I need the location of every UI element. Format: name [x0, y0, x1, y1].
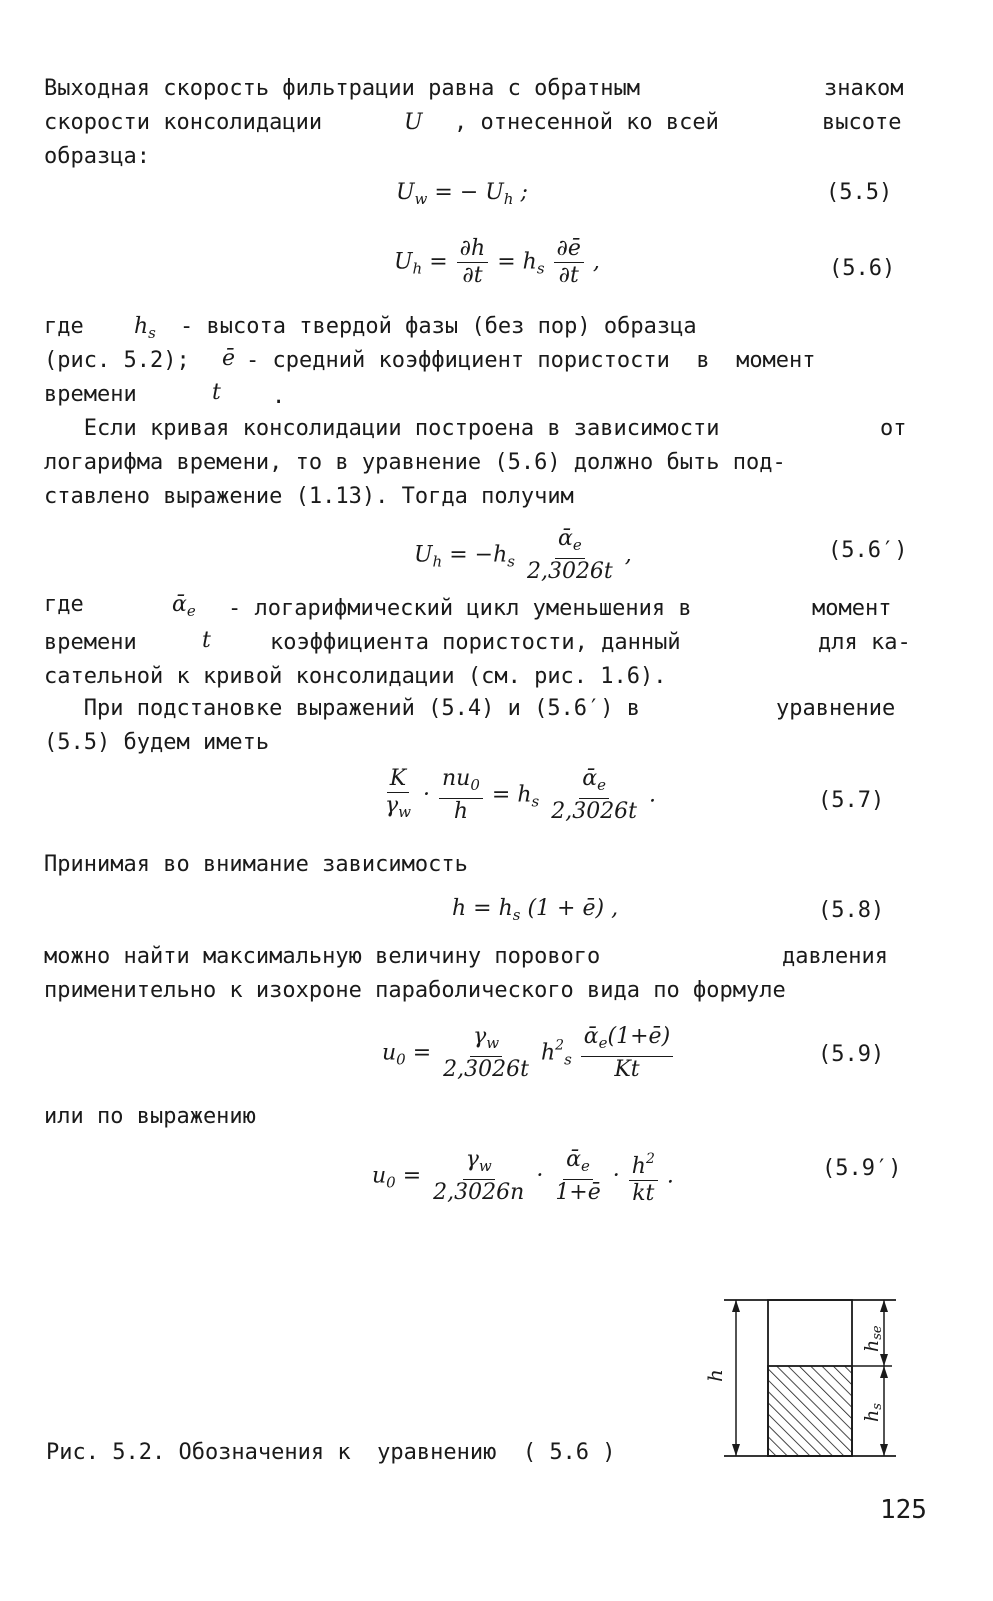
- equation-number: (5.7): [818, 788, 885, 813]
- label-hs: hs: [861, 1403, 885, 1422]
- text-line: можно найти максимальную величину порового: [44, 944, 601, 969]
- equation-5-6-prime: $U_h = -h_s$ $\frac{ᾱ_e}{2,3026t}$ ,: [414, 526, 632, 584]
- text-line: - логарифмический цикл уменьшения в: [228, 596, 692, 621]
- text-line: для ка-: [818, 630, 911, 655]
- figure-5-2: [700, 1290, 900, 1470]
- text-line: .: [272, 384, 286, 409]
- symbol-t: t: [212, 380, 221, 405]
- text-line: сательной к кривой консолидации (см. рис. 1.6).: [44, 664, 667, 689]
- text-line: где: [44, 314, 84, 339]
- symbol-ebar: ē: [222, 346, 236, 371]
- equation-5-9-prime: $u_0$ = $\frac{\gamma_w}{2,3026n}$ · $\frac{ᾱ_e}{1+ē}$ · $\frac{h^2}{kt}$ .: [372, 1147, 674, 1206]
- text-line: коэффициента пористости, данный: [270, 630, 681, 655]
- text-line: образца:: [44, 144, 150, 169]
- text-line: знаком: [824, 76, 904, 101]
- equation-number: (5.8): [818, 898, 885, 923]
- text-line: от: [880, 416, 907, 441]
- equation-number: (5.6′): [828, 538, 908, 563]
- text-line: (рис. 5.2);: [44, 348, 190, 373]
- text-line: уравнение: [776, 696, 896, 721]
- symbol-alpha: ᾱ$_e$: [172, 592, 196, 620]
- text-line: давления: [782, 944, 888, 969]
- text-line: логарифма времени, то в уравнение (5.6) должно быть под-: [44, 450, 786, 475]
- figure-caption: Рис. 5.2. Обозначения к уравнению ( 5.6 ): [46, 1440, 616, 1465]
- text-line: применительно к изохроне параболического вида по формуле: [44, 978, 786, 1003]
- page-number: 125: [880, 1495, 927, 1525]
- symbol-t: t: [202, 628, 211, 653]
- equation-5-6: $U_h$ = $\frac{\partial h}{\partial t}$ = $h_s$ $\frac{\partial ē}{\partial t}$ ,: [394, 236, 600, 288]
- text-line: , отнесенной ко всей: [454, 110, 719, 135]
- equation-number: (5.5): [826, 180, 893, 205]
- equation-number: (5.9): [818, 1042, 885, 1067]
- text-line: где: [44, 592, 84, 617]
- equation-5-8: $h = h_s$ (1 + ē) ,: [452, 896, 619, 924]
- symbol-hs: $h_s$: [134, 314, 156, 342]
- text-line: высоте: [822, 110, 902, 135]
- equation-number: (5.9′): [822, 1156, 902, 1181]
- label-h: h: [703, 1369, 727, 1382]
- text-line: времени: [44, 630, 137, 655]
- text-line: - высота твердой фазы (без пор) образца: [180, 314, 697, 339]
- equation-5-9: $u_0$ = $\frac{\gamma_w}{2,3026t}$ $h^2_s$ $\frac{ᾱ_e(1+ē)}{Kt}$: [382, 1024, 675, 1083]
- text-line: скорости консолидации: [44, 110, 323, 135]
- equation-5-5: $U_w$ = − $U_h$ ;: [396, 180, 528, 208]
- text-line: ставлено выражение (1.13). Тогда получим: [44, 484, 574, 509]
- text-line: Если кривая консолидации построена в зависимости: [44, 416, 720, 441]
- text-line: времени: [44, 382, 137, 407]
- text-line: момент: [812, 596, 892, 621]
- text-line: Принимая во внимание зависимость: [44, 852, 468, 877]
- equation-number: (5.6): [829, 256, 896, 281]
- text-line: При подстановке выражений (5.4) и (5.6′) в: [44, 696, 641, 721]
- text-line: или по выражению: [44, 1104, 256, 1129]
- symbol-u: U: [404, 110, 423, 135]
- equation-5-7: $\frac{K}{\gamma_w}$ · $\frac{nu_0}{h}$ = $h_s$ $\frac{ᾱ_e}{2,3026t}$ .: [385, 766, 657, 824]
- text-line: (5.5) будем иметь: [44, 730, 270, 755]
- label-hse: hse: [861, 1325, 885, 1352]
- text-line: - средний коэффициент пористости в момент: [246, 348, 816, 373]
- text-line: Выходная скорость фильтрации равна с обратным: [44, 76, 641, 101]
